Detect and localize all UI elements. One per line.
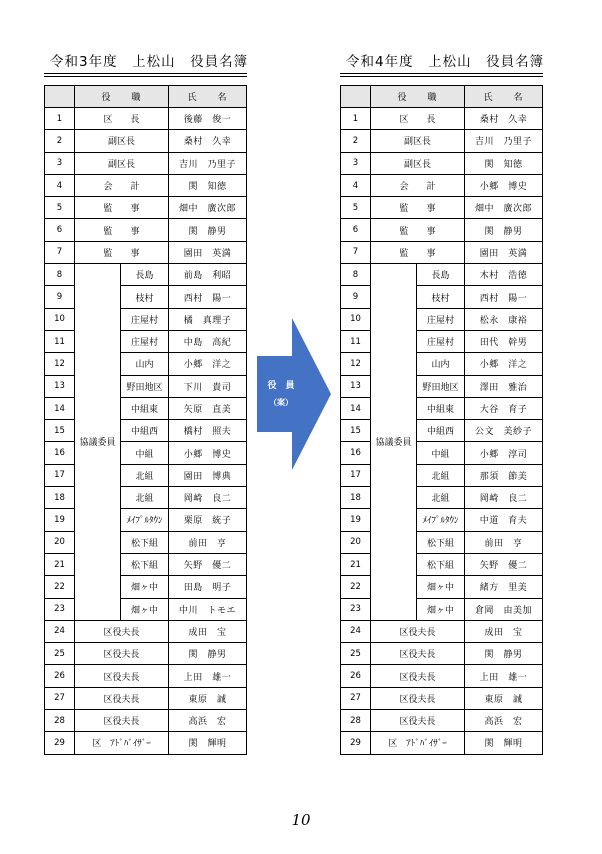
role-cell: 副区長 (75, 130, 169, 152)
row-number: 26 (45, 665, 75, 687)
name-cell: 関 輝明 (465, 732, 543, 754)
row-number: 26 (341, 665, 371, 687)
name-cell: 岡崎 良二 (465, 487, 543, 509)
row-number: 29 (341, 732, 371, 754)
name-cell: 関 静男 (465, 643, 543, 665)
area-cell: 畑ヶ中 (417, 576, 465, 598)
roster-table (340, 85, 543, 755)
name-cell: 小郷 洋之 (465, 353, 543, 375)
roster-r4 (340, 54, 544, 755)
table-row (45, 108, 247, 130)
committee-label: 協議委員 (75, 264, 121, 621)
committee-label: 協議委員 (371, 264, 417, 621)
area-cell: 松下組 (121, 531, 169, 553)
roster-table (44, 85, 247, 755)
row-number: 13 (341, 375, 371, 397)
name-cell: 小郷 博史 (169, 442, 247, 464)
name-cell: 関 知徳 (465, 152, 543, 174)
row-number: 17 (341, 464, 371, 486)
table-row (341, 643, 543, 665)
row-number: 18 (45, 487, 75, 509)
name-cell: 緒方 里美 (465, 576, 543, 598)
area-cell: 山内 (121, 353, 169, 375)
area-cell: 中組東 (417, 397, 465, 419)
row-number: 20 (45, 531, 75, 553)
row-number: 23 (341, 598, 371, 620)
header-role: 役 職 (75, 86, 169, 108)
name-cell: 倉岡 由美加 (465, 598, 543, 620)
row-number: 17 (45, 464, 75, 486)
row-number: 20 (341, 531, 371, 553)
role-cell: 区役夫長 (75, 710, 169, 732)
role-cell: 区役夫長 (371, 687, 465, 709)
name-cell: 栗原 統子 (169, 509, 247, 531)
row-number: 22 (341, 576, 371, 598)
header-number (341, 86, 371, 108)
name-cell: 高浜 宏 (169, 710, 247, 732)
area-cell: 庄屋村 (121, 308, 169, 330)
row-number: 1 (341, 108, 371, 130)
name-cell: 高浜 宏 (465, 710, 543, 732)
table-row (341, 108, 543, 130)
area-cell: 野田地区 (417, 375, 465, 397)
role-cell: 副区長 (371, 152, 465, 174)
row-number: 28 (45, 710, 75, 732)
role-cell: 監 事 (75, 197, 169, 219)
name-cell: 関 知徳 (169, 174, 247, 196)
row-number: 24 (341, 620, 371, 642)
table-row (45, 643, 247, 665)
header-number (45, 86, 75, 108)
area-cell: 北組 (121, 464, 169, 486)
row-number: 6 (341, 219, 371, 241)
table-row (45, 710, 247, 732)
table-header-row (341, 86, 543, 108)
row-number: 7 (45, 241, 75, 263)
row-number: 10 (341, 308, 371, 330)
row-number: 11 (45, 330, 75, 352)
area-cell: 山内 (417, 353, 465, 375)
arrow-shape (257, 318, 331, 470)
table-row (341, 620, 543, 642)
table-row (45, 130, 247, 152)
name-cell: 小郷 洋之 (169, 353, 247, 375)
table-row (45, 620, 247, 642)
name-cell: 木村 浩徳 (465, 264, 543, 286)
name-cell: 矢野 優二 (169, 553, 247, 575)
area-cell: 畑ヶ中 (417, 598, 465, 620)
name-cell: 関 静男 (465, 219, 543, 241)
row-number: 4 (45, 174, 75, 196)
name-cell: 西村 陽一 (169, 286, 247, 308)
name-cell: 矢原 直美 (169, 397, 247, 419)
row-number: 25 (341, 643, 371, 665)
name-cell: 橘 真理子 (169, 308, 247, 330)
transition-arrow (257, 318, 331, 470)
role-cell: 区役夫長 (75, 643, 169, 665)
table-row (45, 219, 247, 241)
name-cell: 上田 雄一 (465, 665, 543, 687)
row-number: 8 (341, 264, 371, 286)
role-cell: 区役夫長 (75, 620, 169, 642)
name-cell: 園田 博典 (169, 464, 247, 486)
row-number: 24 (45, 620, 75, 642)
name-cell: 吉川 乃里子 (169, 152, 247, 174)
area-cell: 畑ヶ中 (121, 576, 169, 598)
row-number: 19 (341, 509, 371, 531)
name-cell: 桑村 久幸 (169, 130, 247, 152)
area-cell: 北組 (417, 487, 465, 509)
role-cell: 監 事 (371, 197, 465, 219)
table-header-row (45, 86, 247, 108)
area-cell: 庄屋村 (417, 330, 465, 352)
header-role: 役 職 (371, 86, 465, 108)
row-number: 27 (45, 687, 75, 709)
row-number: 18 (341, 487, 371, 509)
area-cell: 中組 (121, 442, 169, 464)
table-row (45, 687, 247, 709)
page-number: 10 (291, 811, 311, 829)
area-cell: 松下組 (417, 531, 465, 553)
row-number: 9 (341, 286, 371, 308)
area-cell: ﾒｲﾌﾟﾙﾀｳﾝ (121, 509, 169, 531)
name-cell: 園田 英満 (169, 241, 247, 263)
area-cell: ﾒｲﾌﾟﾙﾀｳﾝ (417, 509, 465, 531)
name-cell: 桑村 久幸 (465, 108, 543, 130)
row-number: 14 (341, 397, 371, 419)
name-cell: 下川 貴司 (169, 375, 247, 397)
name-cell: 小郷 博史 (465, 174, 543, 196)
role-cell: 会 計 (371, 174, 465, 196)
area-cell: 野田地区 (121, 375, 169, 397)
table-row (45, 152, 247, 174)
row-number: 3 (341, 152, 371, 174)
row-number: 14 (45, 397, 75, 419)
role-cell: 監 事 (75, 219, 169, 241)
table-row (341, 687, 543, 709)
title-underline (44, 73, 247, 77)
row-number: 19 (45, 509, 75, 531)
name-cell: 澤田 雅治 (465, 375, 543, 397)
row-number: 8 (45, 264, 75, 286)
area-cell: 庄屋村 (121, 330, 169, 352)
table-row (341, 152, 543, 174)
arrow-label-line1: 役 員 (267, 381, 295, 391)
table-row (341, 241, 543, 263)
row-number: 22 (45, 576, 75, 598)
table-row (341, 219, 543, 241)
area-cell: 畑ヶ中 (121, 598, 169, 620)
name-cell: 関 静男 (169, 643, 247, 665)
table-row (45, 241, 247, 263)
table-row (341, 732, 543, 754)
row-number: 12 (341, 353, 371, 375)
title-underline (340, 73, 543, 77)
name-cell: 中道 育夫 (465, 509, 543, 531)
table-row (45, 264, 247, 286)
name-cell: 後藤 俊一 (169, 108, 247, 130)
name-cell: 成田 宝 (169, 620, 247, 642)
row-number: 3 (45, 152, 75, 174)
table-row (45, 732, 247, 754)
name-cell: 畑中 廣次郎 (465, 197, 543, 219)
name-cell: 岡崎 良二 (169, 487, 247, 509)
role-cell: 監 事 (75, 241, 169, 263)
name-cell: 吉川 乃里子 (465, 130, 543, 152)
row-number: 11 (341, 330, 371, 352)
role-cell: 監 事 (371, 241, 465, 263)
name-cell: 松永 康裕 (465, 308, 543, 330)
role-cell: 区役夫長 (371, 620, 465, 642)
name-cell: 前島 利昭 (169, 264, 247, 286)
area-cell: 北組 (417, 464, 465, 486)
area-cell: 中組 (417, 442, 465, 464)
row-number: 7 (341, 241, 371, 263)
role-cell: 会 計 (75, 174, 169, 196)
header-name: 氏 名 (465, 86, 543, 108)
name-cell: 東原 誠 (465, 687, 543, 709)
name-cell: 前田 亨 (465, 531, 543, 553)
name-cell: 西村 陽一 (465, 286, 543, 308)
row-number: 28 (341, 710, 371, 732)
role-cell: 区 ｱﾄﾞﾊﾞｲｻﾞｰ (371, 732, 465, 754)
role-cell: 区 長 (75, 108, 169, 130)
role-cell: 区 ｱﾄﾞﾊﾞｲｻﾞｰ (75, 732, 169, 754)
row-number: 4 (341, 174, 371, 196)
row-number: 2 (341, 130, 371, 152)
row-number: 1 (45, 108, 75, 130)
roster-r3 (44, 54, 248, 755)
role-cell: 区役夫長 (75, 687, 169, 709)
row-number: 16 (341, 442, 371, 464)
area-cell: 松下組 (121, 553, 169, 575)
role-cell: 監 事 (371, 219, 465, 241)
name-cell: 園田 英満 (465, 241, 543, 263)
name-cell: 小郷 淳司 (465, 442, 543, 464)
arrow-label-line2: （案） (269, 398, 293, 407)
table-row (341, 665, 543, 687)
name-cell: 中川 トモエ (169, 598, 247, 620)
name-cell: 公文 美紗子 (465, 420, 543, 442)
table-row (341, 197, 543, 219)
header-name: 氏 名 (169, 86, 247, 108)
area-cell: 松下組 (417, 553, 465, 575)
row-number: 21 (45, 553, 75, 575)
role-cell: 区役夫長 (371, 643, 465, 665)
table-row (45, 174, 247, 196)
row-number: 15 (341, 420, 371, 442)
row-number: 5 (341, 197, 371, 219)
role-cell: 副区長 (75, 152, 169, 174)
area-cell: 長島 (417, 264, 465, 286)
name-cell: 前田 亨 (169, 531, 247, 553)
name-cell: 関 輝明 (169, 732, 247, 754)
role-cell: 副区長 (371, 130, 465, 152)
name-cell: 東原 誠 (169, 687, 247, 709)
area-cell: 庄屋村 (417, 308, 465, 330)
row-number: 23 (45, 598, 75, 620)
roster-title: 令和4年度 上松山 役員名簿 (346, 54, 545, 70)
table-row (341, 130, 543, 152)
row-number: 10 (45, 308, 75, 330)
row-number: 5 (45, 197, 75, 219)
area-cell: 枝村 (417, 286, 465, 308)
row-number: 13 (45, 375, 75, 397)
name-cell: 田島 明子 (169, 576, 247, 598)
name-cell: 橋村 照夫 (169, 420, 247, 442)
row-number: 2 (45, 130, 75, 152)
name-cell: 上田 雄一 (169, 665, 247, 687)
row-number: 6 (45, 219, 75, 241)
name-cell: 矢野 優二 (465, 553, 543, 575)
name-cell: 大谷 育子 (465, 397, 543, 419)
area-cell: 枝村 (121, 286, 169, 308)
area-cell: 中組東 (121, 397, 169, 419)
roster-title: 令和3年度 上松山 役員名簿 (50, 54, 249, 70)
row-number: 21 (341, 553, 371, 575)
row-number: 25 (45, 643, 75, 665)
area-cell: 長島 (121, 264, 169, 286)
table-row (45, 665, 247, 687)
name-cell: 中島 高紀 (169, 330, 247, 352)
row-number: 9 (45, 286, 75, 308)
table-row (341, 174, 543, 196)
role-cell: 区役夫長 (371, 710, 465, 732)
name-cell: 田代 幹男 (465, 330, 543, 352)
name-cell: 畑中 廣次郎 (169, 197, 247, 219)
name-cell: 成田 宝 (465, 620, 543, 642)
name-cell: 関 静男 (169, 219, 247, 241)
table-row (45, 197, 247, 219)
area-cell: 中組西 (417, 420, 465, 442)
role-cell: 区役夫長 (75, 665, 169, 687)
row-number: 27 (341, 687, 371, 709)
name-cell: 那須 節美 (465, 464, 543, 486)
role-cell: 区役夫長 (371, 665, 465, 687)
area-cell: 中組西 (121, 420, 169, 442)
row-number: 15 (45, 420, 75, 442)
table-row (341, 264, 543, 286)
row-number: 12 (45, 353, 75, 375)
area-cell: 北組 (121, 487, 169, 509)
role-cell: 区 長 (371, 108, 465, 130)
table-row (341, 710, 543, 732)
row-number: 29 (45, 732, 75, 754)
row-number: 16 (45, 442, 75, 464)
